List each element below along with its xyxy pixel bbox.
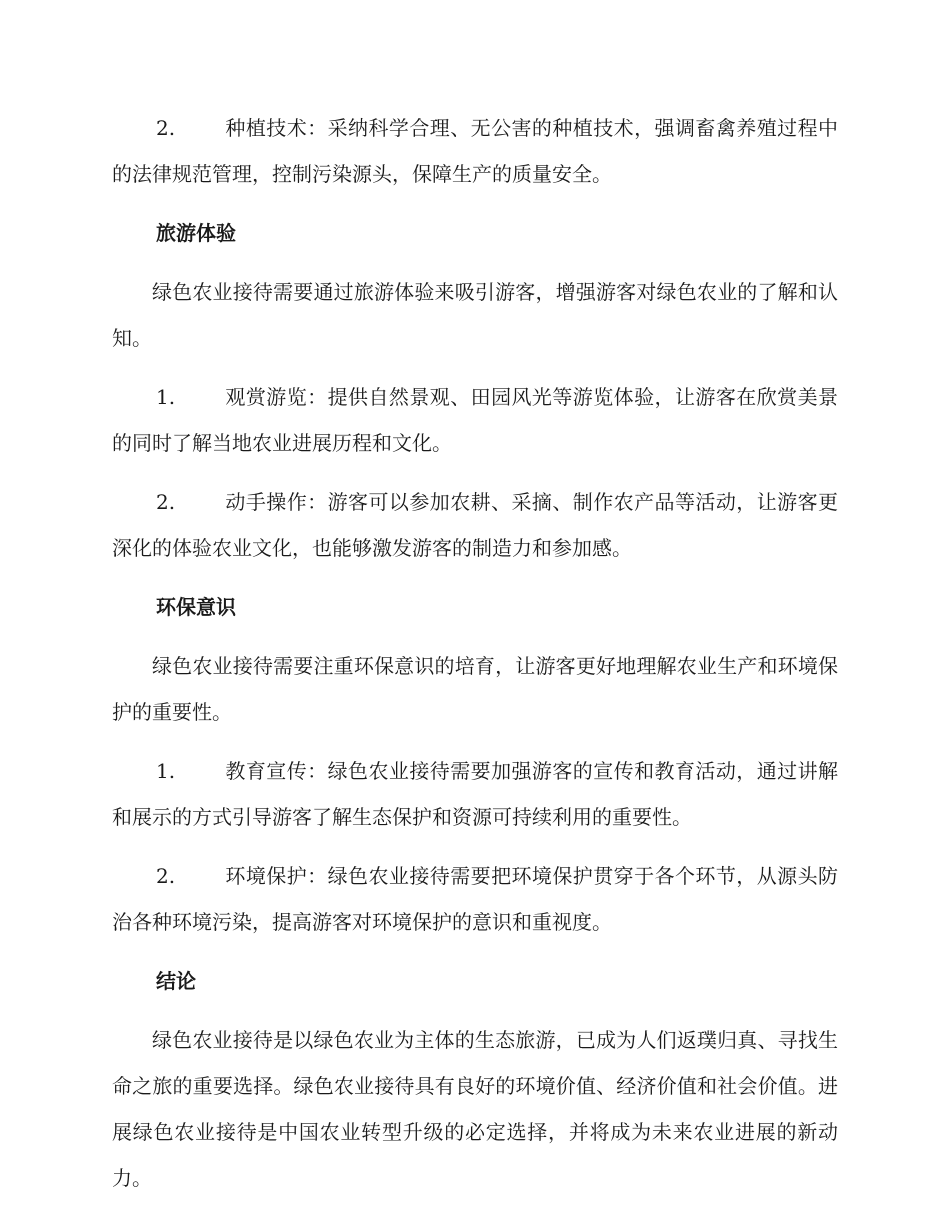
list-item-text: 教育宣传：绿色农业接待需要加强游客的宣传和教育活动，通过讲解和展示的方式引导游客了解生态保护和资源可持续利用的重要性。 [112, 759, 838, 829]
list-item-protection [112, 853, 838, 945]
section-heading-environment: 环保意识 [156, 595, 236, 619]
list-item-sightseeing [112, 374, 838, 466]
list-item-text: 观赏游览：提供自然景观、田园风光等游览体验，让游客在欣赏美景的同时了解当地农业进展历程和文化。 [112, 385, 838, 455]
list-item-text: 环境保护：绿色农业接待需要把环境保护贯穿于各个环节，从源头防治各种环境污染，提高游客对环境保护的意识和重视度。 [112, 864, 838, 934]
list-item-planting-tech [112, 105, 838, 197]
list-item-education [112, 748, 838, 840]
list-number: 1. [156, 385, 176, 409]
list-number: 2. [156, 490, 176, 514]
list-item-text: 动手操作：游客可以参加农耕、采摘、制作农产品等活动，让游客更深化的体验农业文化，也能够激发游客的制造力和参加感。 [112, 490, 838, 560]
paragraph-tourism-intro: 绿色农业接待需要通过旅游体验来吸引游客，增强游客对绿色农业的了解和认知。 [112, 280, 838, 350]
list-number: 2. [156, 116, 176, 140]
list-item-text: 种植技术：采纳科学合理、无公害的种植技术，强调畜禽养殖过程中的法律规范管理，控制污染源头，保障生产的质量安全。 [112, 116, 838, 186]
list-item-hands-on [112, 479, 838, 571]
paragraph-environment-intro: 绿色农业接待需要注重环保意识的培育，让游客更好地理解农业生产和环境保护的重要性。 [112, 654, 838, 724]
list-number: 2. [156, 864, 176, 888]
section-heading-tourism: 旅游体验 [156, 221, 236, 245]
section-heading-conclusion: 结论 [156, 969, 196, 993]
paragraph-conclusion: 绿色农业接待是以绿色农业为主体的生态旅游，已成为人们返璞归真、寻找生命之旅的重要选择。绿色农业接待具有良好的环境价值、经济价值和社会价值。进展绿色农业接待是中国农业转型升级的必定选择，并将成为未来农业进展的新动力。 [112, 1028, 838, 1190]
list-number: 1. [156, 759, 176, 783]
document-page [112, 105, 838, 1214]
